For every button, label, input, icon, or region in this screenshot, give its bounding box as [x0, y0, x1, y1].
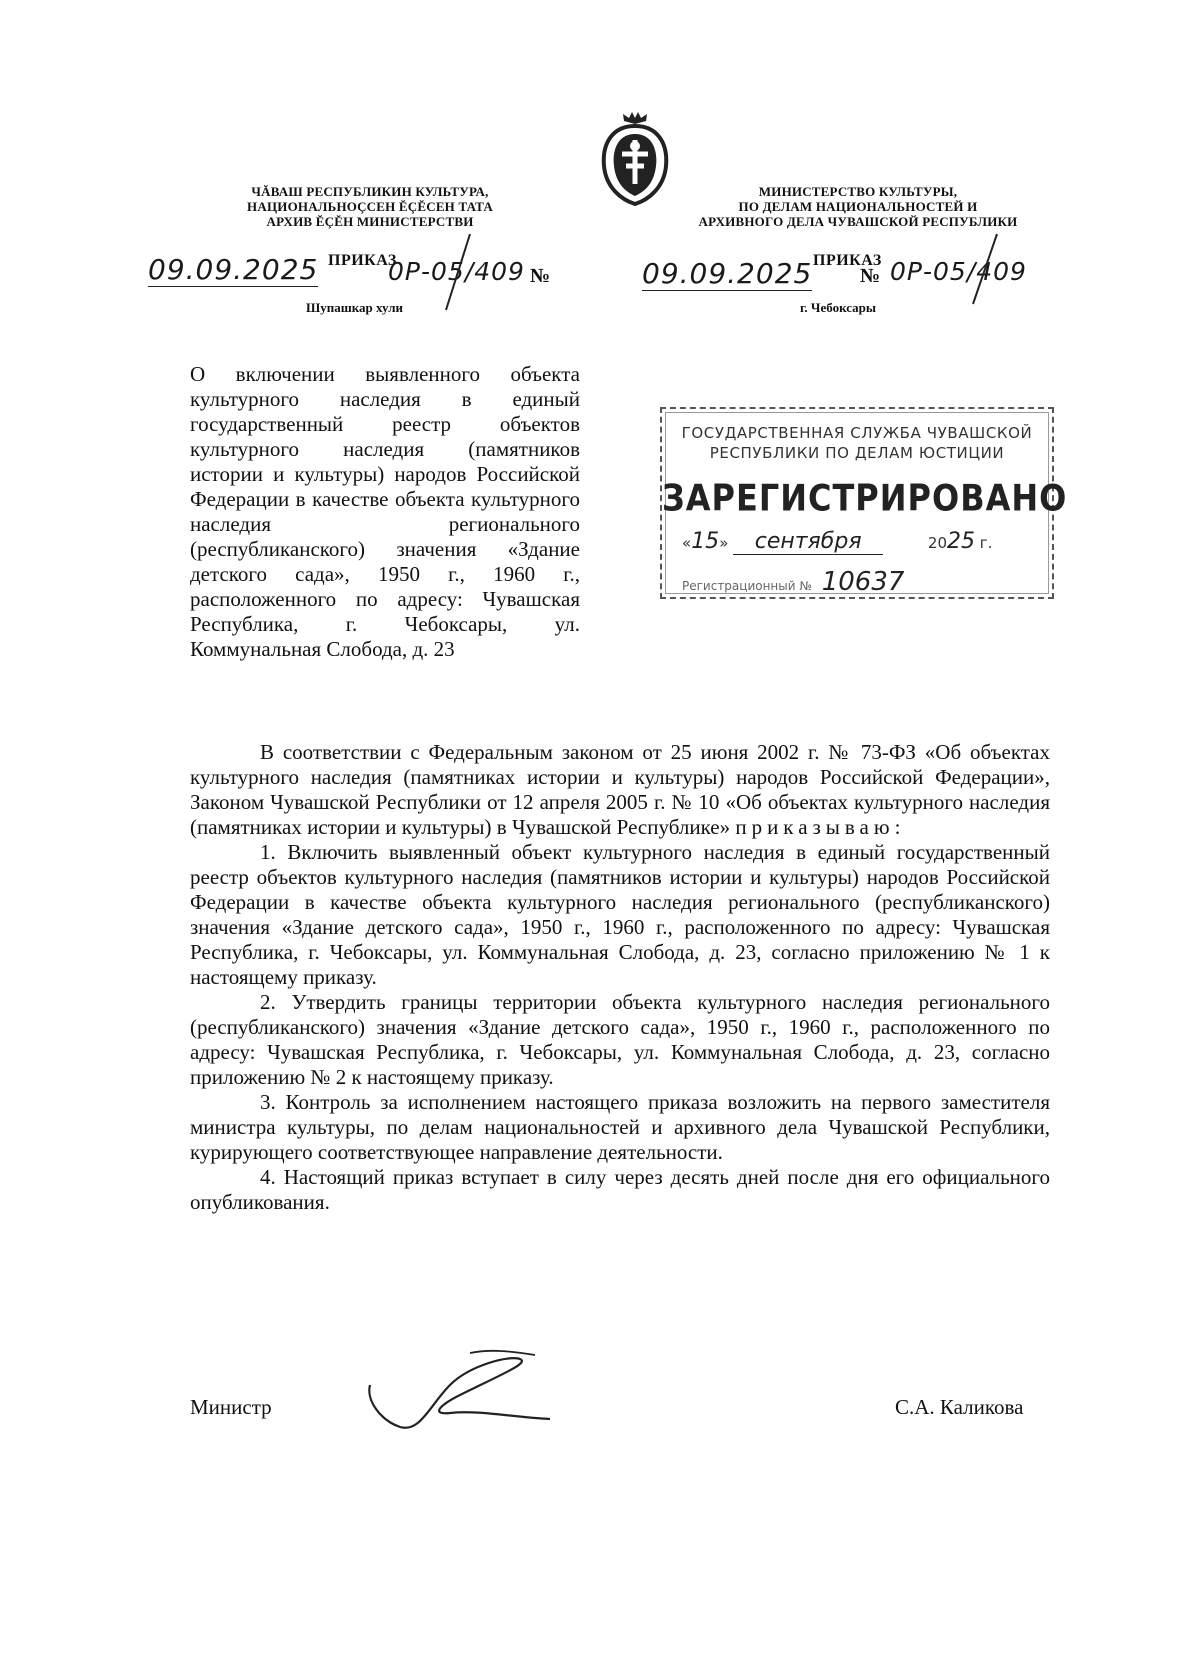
signatory-name: С.А. Каликова: [895, 1395, 1024, 1419]
registration-stamp: [660, 407, 1068, 599]
left-number: 0Р-05/409: [388, 257, 525, 286]
stamp-date-line: «15» сентября 2025 г.: [682, 529, 993, 554]
body-item-3: 3. Контроль за исполнением настоящего приказа возложить на первого заместителя министра культуры, по делам национальностей и архивного дела Чувашской Республики, курирующего соответствующее направление деятельности.: [190, 1090, 1050, 1164]
body-item-1: 1. Включить выявленный объект культурного наследия в единый государственный реестр объектов культурного наследия (памятников истории и культуры) народов Российской Федерации в качестве объекта культурного наследия регионального (республиканского) значения «Здание детского сада», 1950 г., 1960 г., расположенного по адресу: Чувашская Республика, г. Чебоксары, ул. Коммунальная Слобода, д. 23, согласно приложению № 1 к настоящему приказу.: [190, 840, 1050, 989]
header-right-line3: АРХИВНОГО ДЕЛА ЧУВАШСКОЙ РЕСПУБЛИКИ: [698, 214, 1018, 229]
stamp-regnum-line: [682, 567, 1032, 597]
stamp-year-suffix: 25: [947, 529, 976, 554]
stamp-reg-number: 10637: [821, 567, 905, 597]
right-number-sign: №: [860, 265, 881, 287]
stamp-year-prefix: 20: [927, 534, 948, 552]
body-intro-text: В соответствии с Федеральным законом от 25 июня 2002 г. № 73-ФЗ «Об объектах культурного наследия (памятниках истории и культуры) народов Российской Федерации», Законом Чувашской Республики от 12 апреля 2005 г. № 10 «Об объектах культурного наследия (памятниках истории и культуры) в Чувашской Республике»: [190, 740, 1050, 839]
handwritten-mark: [965, 232, 1005, 312]
stamp-day: 15: [691, 529, 720, 554]
header-right-line2: ПО ДЕЛАМ НАЦИОНАЛЬНОСТЕЙ И: [738, 199, 978, 214]
stamp-line2: РЕСПУБЛИКИ ПО ДЕЛАМ ЮСТИЦИИ: [709, 444, 1005, 462]
signatory-title: Министр: [190, 1395, 272, 1419]
right-date: 09.09.2025: [642, 257, 813, 290]
stamp-line1: ГОСУДАРСТВЕННАЯ СЛУЖБА ЧУВАШСКОЙ: [681, 424, 1033, 442]
order-body: [190, 740, 1050, 1215]
stamp-reg-label: Регистрационный №: [682, 579, 812, 593]
body-item-2: 2. Утвердить границы территории объекта культурного наследия регионального (республиканского) значения «Здание детского сада», 1950 г., 1960 г., расположенного по адресу: Чувашская Республика, г. Чебоксары, ул. Коммунальная Слобода, д. 23, согласно приложению № 2 к настоящему приказу.: [190, 990, 1050, 1089]
body-item-4: 4. Настоящий приказ вступает в силу через десять дней после дня его официального опубликования.: [190, 1165, 1050, 1214]
body-orders-word: приказываю:: [735, 815, 906, 839]
header-left-line1: ЧĂВАШ РЕСПУБЛИКИН КУЛЬТУРА,: [251, 184, 489, 199]
order-title-left: ПРИКАЗ: [328, 252, 397, 269]
handwritten-signature: [360, 1345, 570, 1435]
header-left-block: [210, 184, 530, 229]
left-date: 09.09.2025: [148, 253, 319, 286]
left-number-sign: №: [530, 265, 551, 287]
handwritten-mark: [440, 232, 480, 312]
stamp-month: сентября: [733, 529, 883, 555]
right-number: 0Р-05/409: [890, 257, 1027, 286]
header-right-block: [668, 184, 1048, 229]
right-place: г. Чебоксары: [800, 300, 877, 315]
left-place: Шупашкар хули: [306, 300, 403, 315]
header-left-line3: АРХИВ ĔÇĔН МИНИСТЕРСТВИ: [266, 214, 474, 229]
emblem-icon: [592, 110, 678, 206]
header-right-line1: МИНИСТЕРСТВО КУЛЬТУРЫ,: [758, 184, 958, 199]
order-subject: О включении выявленного объекта культурного наследия в единый государственный реестр объектов культурного наследия (памятников истории и культуры) народов Российской Федерации в качестве объекта культурного наследия регионального (республиканского) значения «Здание детского сада», 1950 г., 1960 г., расположенного по адресу: Чувашская Республика, г. Чебоксары, ул. Коммунальная Слобода, д. 23: [190, 362, 580, 661]
body-intro: [190, 740, 1050, 840]
header-left-line2: НАЦИОНАЛЬНОÇСЕН ĔÇĔСЕН ТАТА: [247, 199, 493, 214]
stamp-registered: ЗАРЕГИСТРИРОВАНО: [662, 476, 1068, 520]
stamp-year-unit: г.: [979, 534, 993, 552]
order-title-right: ПРИКАЗ: [813, 252, 882, 269]
